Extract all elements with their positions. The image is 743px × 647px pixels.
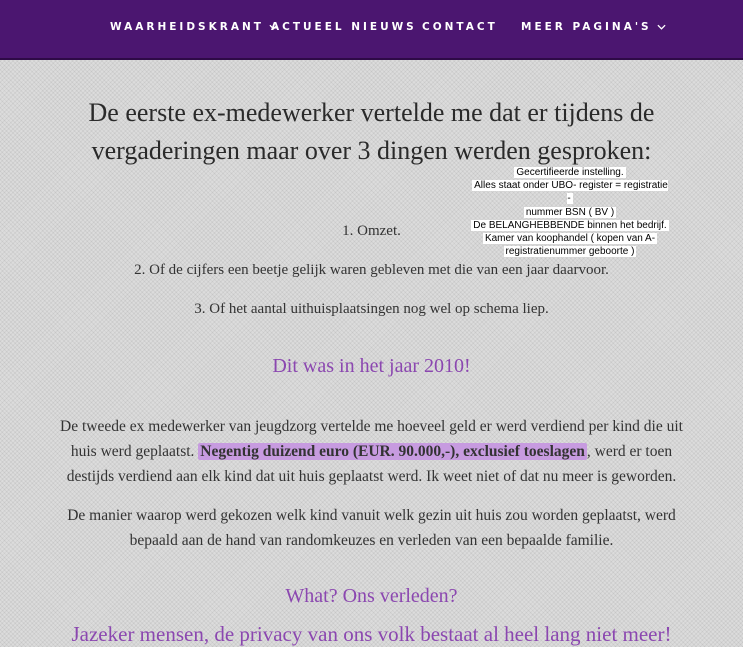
nav-item-label: MEER PAGINA'S — [521, 21, 652, 33]
chevron-down-icon — [657, 24, 666, 30]
list-item: 2. Of de cijfers een beetje gelijk waren gebleven met die van een jaar daarvoor. — [134, 262, 609, 278]
article-heading: De eerste ex-medewerker vertelde me dat er tijdens de vergaderingen maar over 3 dingen werden gesproken: — [88, 98, 655, 165]
nav-item-label: CONTACT — [422, 21, 498, 33]
nav-item-actueel-nieuws[interactable] — [271, 21, 417, 33]
nav-item-label: WAARHEIDSKRANT — [110, 21, 264, 33]
paragraph-earnings — [50, 414, 693, 489]
list-item: 1. Omzet. — [342, 223, 401, 239]
nav-item-waarheidskrant[interactable] — [110, 21, 278, 33]
question-heading: What? Ons verleden? — [285, 585, 458, 607]
note-line: nummer BSN ( BV ) — [525, 206, 615, 218]
paragraph-text: De tweede ex medewerker van jeugdzorg vertelde me hoeveel geld er werd verdiend per kind die uit huis werd geplaatst. — [60, 418, 683, 460]
top-navigation — [0, 0, 743, 60]
nav-item-meer-paginas[interactable] — [521, 21, 666, 33]
note-line: Kamer van koophandel ( kopen van A- — [484, 233, 656, 245]
paragraph-text: , werd er toen destijds verdiend aan elk kind dat uit huis geplaatst werd. Ik weet niet of dat nu meer is geworden. — [66, 443, 677, 485]
note-line: Gecertifieerde instelling. — [516, 167, 624, 178]
paragraph-selection: De manier waarop werd gekozen welk kind vanuit welk gezin uit huis zou worden geplaatst, werd bepaald aan de hand van randomkeuzes en verleden van een bepaalde familie. — [67, 507, 676, 549]
nav-item-contact[interactable] — [422, 21, 498, 33]
note-line: registratienummer geboorte ) — [505, 246, 635, 258]
list-item: 3. Of het aantal uithuisplaatsingen nog wel op schema liep. — [194, 301, 549, 317]
note-line: De BELANGHEBBENDE binnen het bedrijf. — [473, 219, 667, 231]
closing-heading: Jazeker mensen, de privacy van ons volk bestaat al heel lang niet meer! — [71, 622, 672, 646]
nav-item-label: ACTUEEL NIEUWS — [271, 21, 417, 33]
highlighted-amount: Negentig duizend euro (EUR. 90.000,-), exclusief toeslagen — [200, 443, 585, 460]
overlay-note — [470, 166, 670, 258]
year-note: Dit was in het jaar 2010! — [272, 355, 471, 377]
note-line: Alles staat onder UBO- register = registratie - — [474, 180, 668, 205]
